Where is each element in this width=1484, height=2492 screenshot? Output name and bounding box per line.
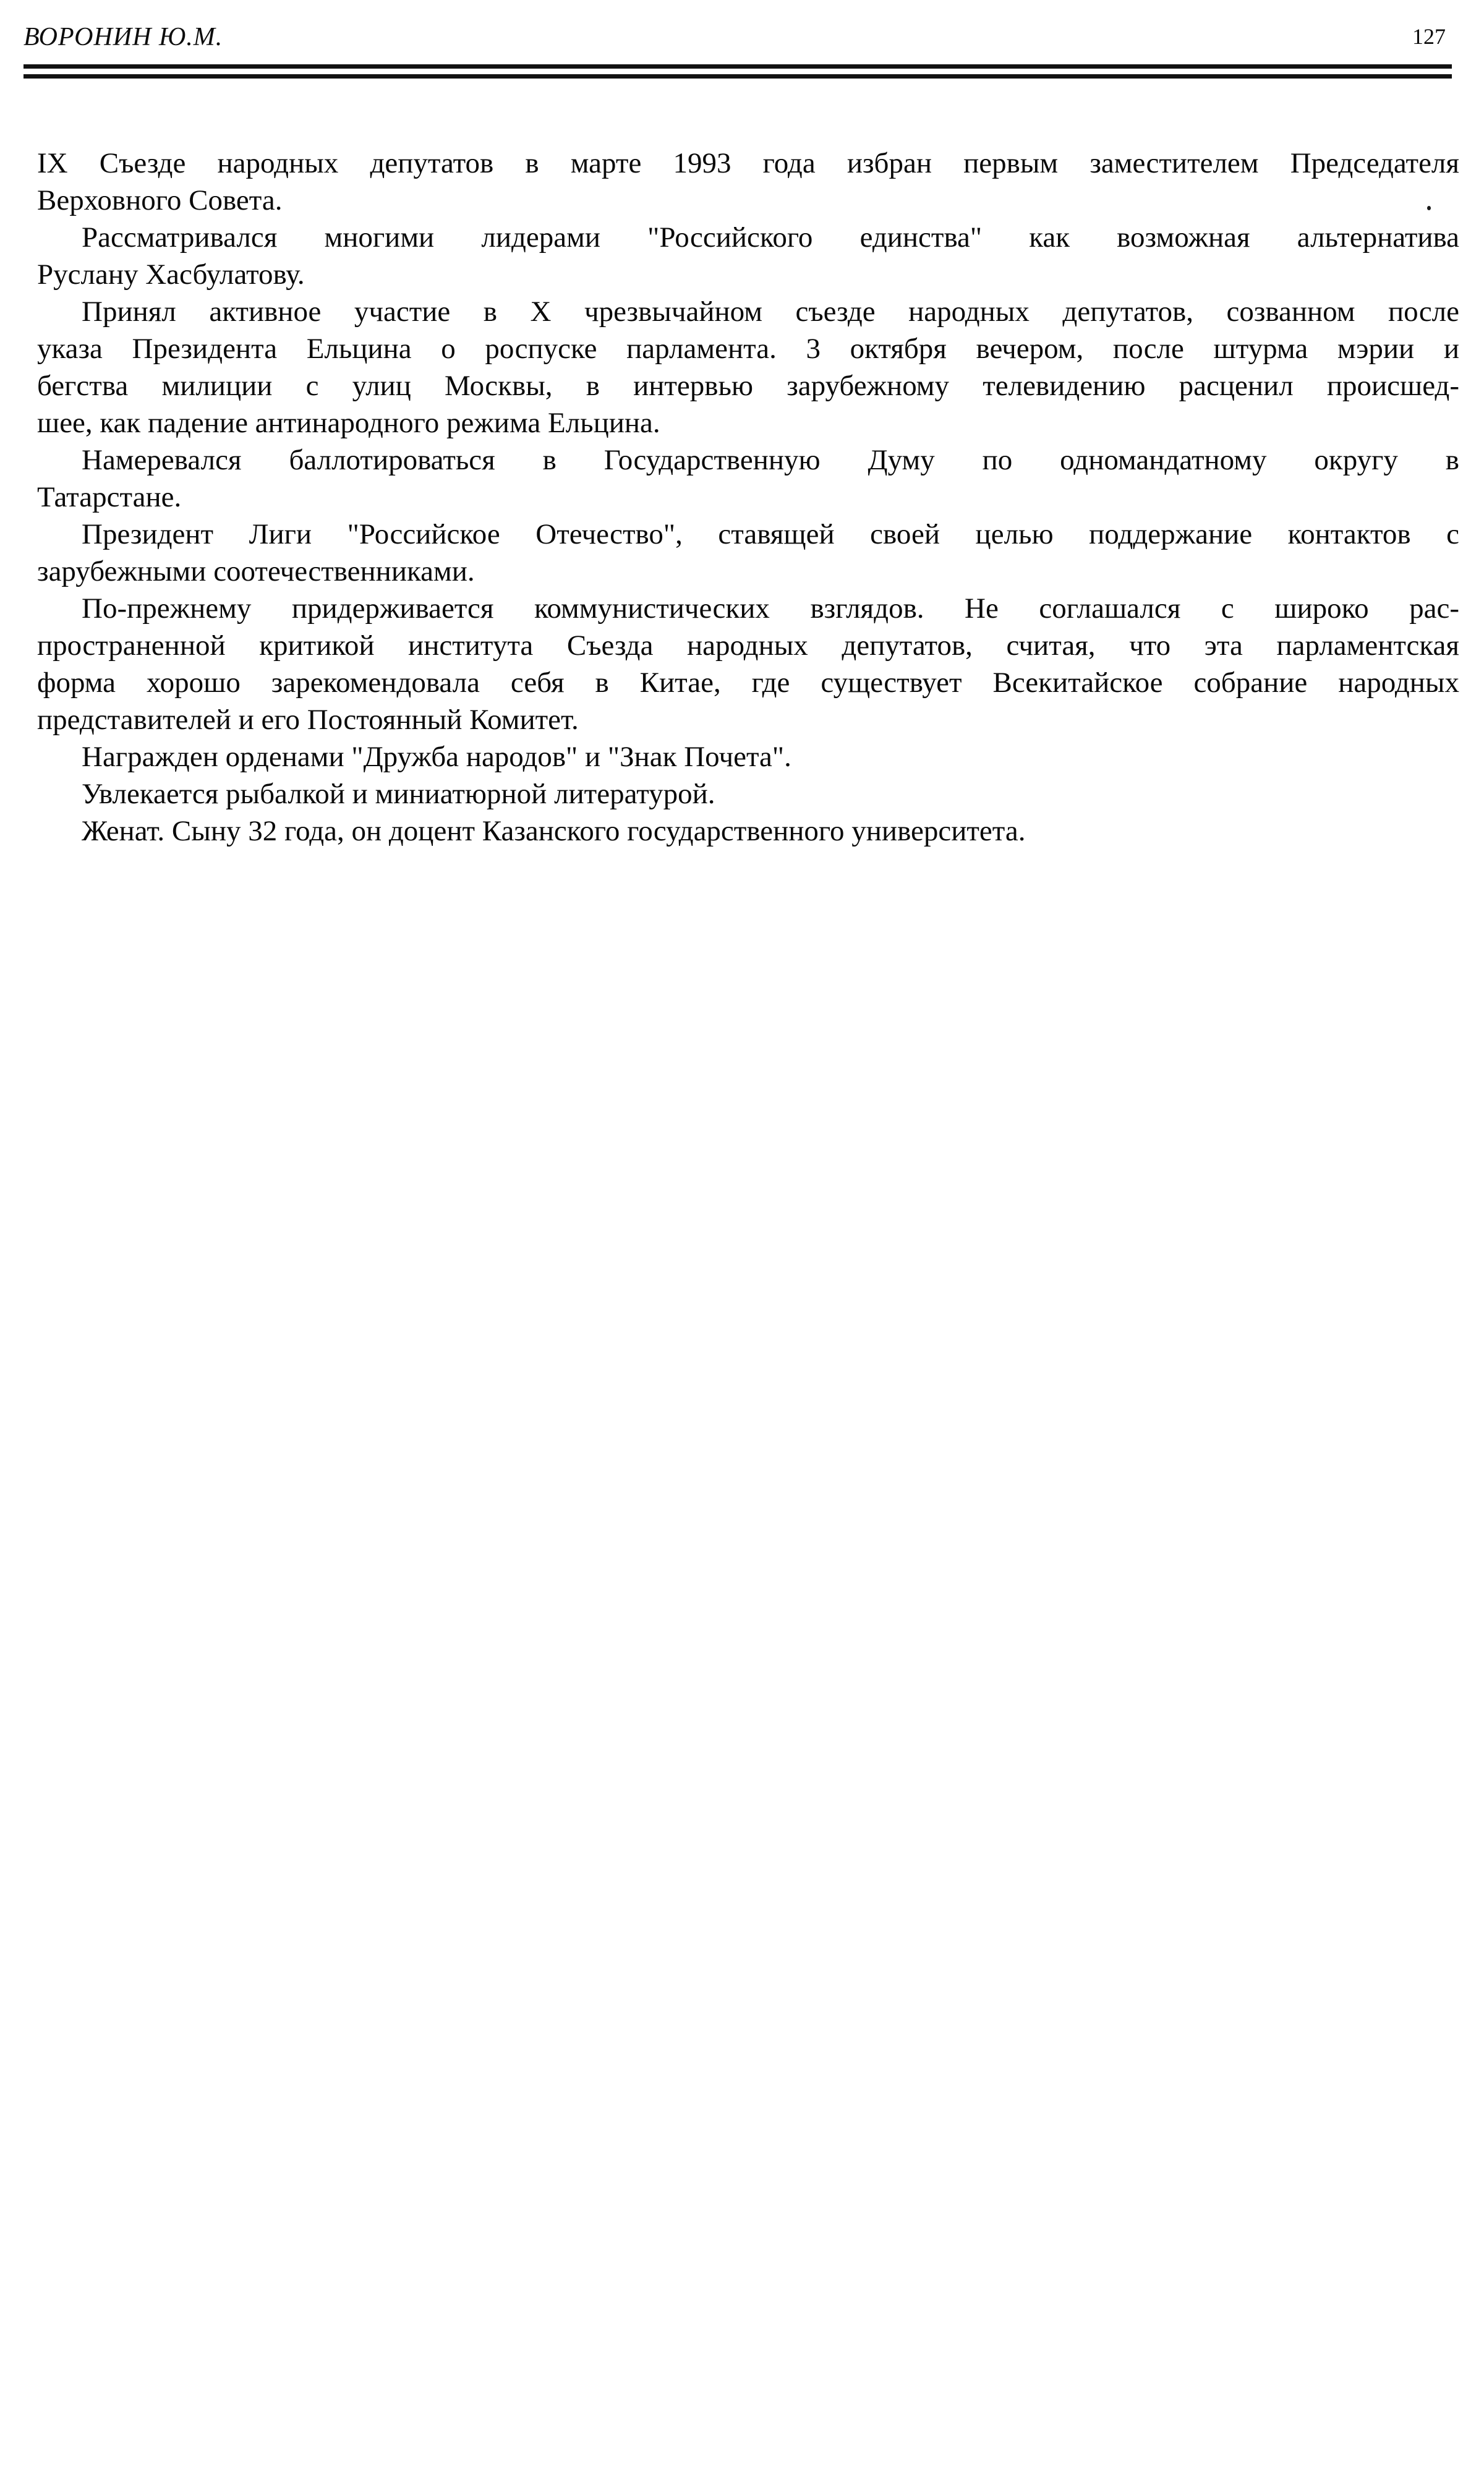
text-line: Увлекается рыбалкой и миниатюрной литературой. (82, 778, 715, 810)
text-line: бегства милиции с улиц Москвы, в интервью зарубежному телевидению расценил происшед- (37, 370, 1459, 402)
text-line: По-прежнему придерживается коммунистических взглядов. Не соглашался с широко рас- (82, 592, 1459, 625)
text-line: зарубежными соотечественниками. (37, 555, 475, 587)
paragraph (37, 738, 1459, 775)
paragraph (37, 516, 1459, 590)
text-line: Верховного Совета. (37, 184, 283, 216)
text-line: представителей и его Постоянный Комитет. (37, 704, 579, 736)
paragraph (37, 145, 1459, 219)
text-line: Татарстане. (37, 481, 182, 513)
paragraph (37, 442, 1459, 516)
text-line: шее, как падение антинародного режима Ельцина. (37, 407, 660, 439)
text-line: Президент Лиги "Российское Отечество", ставящей своей целью поддержание контактов с (82, 518, 1459, 550)
paragraph (37, 775, 1459, 813)
text-line: форма хорошо зарекомендовала себя в Китае, где существует Всекитайское собрание народных (37, 667, 1459, 699)
text-line: Рассматривался многими лидерами "Российского единства" как возможная альтернатива (82, 221, 1459, 254)
running-header (23, 22, 1446, 52)
text-line: пространенной критикой института Съезда народных депутатов, считая, что эта парламентская (37, 629, 1459, 662)
header-author-title: ВОРОНИН Ю.М. (23, 23, 223, 51)
paragraph (37, 813, 1459, 850)
text-line: Награжден орденами "Дружба народов" и "Знак Почета". (82, 741, 791, 773)
document-body (37, 145, 1459, 850)
text-line: Женат. Сыну 32 года, он доцент Казанского государственного университета. (82, 815, 1026, 847)
page-number: 127 (1412, 24, 1446, 49)
text-line: Принял активное участие в X чрезвычайном съезде народных депутатов, созванном после (82, 296, 1459, 328)
text-line: Намеревался баллотироваться в Государственную Думу по одномандатному округу в (82, 444, 1459, 476)
paragraph (37, 590, 1459, 738)
text-line: Руслану Хасбулатову. (37, 258, 305, 291)
text-line: IX Съезде народных депутатов в марте 1993 года избран первым заместителем Председателя (37, 147, 1459, 179)
header-divider-rule (23, 64, 1452, 79)
text-line: указа Президента Ельцина о роспуске парламента. 3 октября вечером, после штурма мэрии и (37, 333, 1459, 365)
paragraph (37, 293, 1459, 442)
paragraph (37, 219, 1459, 293)
